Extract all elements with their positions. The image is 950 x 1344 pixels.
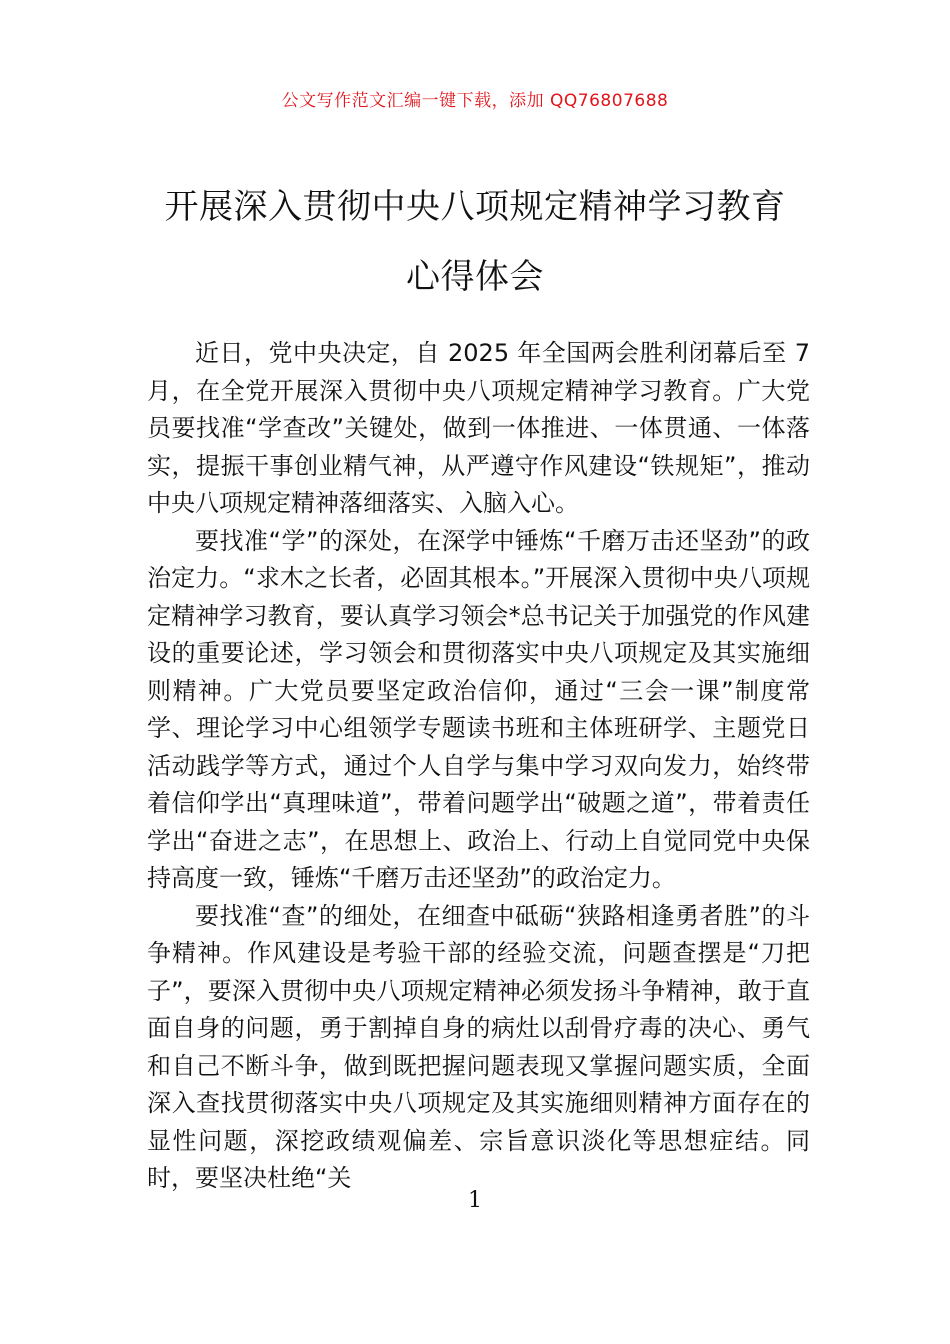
download-promo-note: 公文写作范文汇编一键下载，添加 QQ76807688 bbox=[281, 91, 669, 111]
title-line-2: 心得体会 bbox=[406, 257, 544, 297]
title-line-1: 开展深入贯彻中央八项规定精神学习教育 bbox=[164, 187, 786, 227]
paragraph-inspect: 要找准“查”的细处，在细查中砥砺“狭路相逢勇者胜”的斗争精神。作风建设是考验干部的经验交流，问题查摆是“刀把子”，要深入贯彻中央八项规定精神必须发扬斗争精神，敢于直面自身的问题，勇于割掉自身的病灶以刮骨疗毒的决心、勇气和自己不断斗争，做到既把握问题表现又掌握问题实质，全面深入查找贯彻落实中央八项规定及其实施细则精神方面存在的显性问题，深挖政绩观偏差、宗旨意识淡化等思想症结。同时，要坚决杜绝“关 bbox=[147, 901, 810, 1192]
paragraph-intro: 近日，党中央决定，自 2025 年全国两会胜利闭幕后至 7 月，在全党开展深入贯彻中央八项规定精神学习教育。广大党员要找准“学查改”关键处，做到一体推进、一体贯通、一体落实，提振干事创业精气神，从严遵守作风建设“铁规矩”，推动中央八项规定精神落细落实、入脑入心。 bbox=[147, 339, 810, 517]
paragraph-study: 要找准“学”的深处，在深学中锤炼“千磨万击还坚劲”的政治定力。“求木之长者，必固其根本。”开展深入贯彻中央八项规定精神学习教育，要认真学习领会*总书记关于加强党的作风建设的重要论述，学习领会和贯彻落实中央八项规定及其实施细则精神。广大党员要坚定政治信仰，通过“三会一课”制度常学、理论学习中心组领学专题读书班和主体班研学、主题党日活动践学等方式，通过个人自学与集中学习双向发力，始终带着信仰学出“真理味道”，带着问题学出“破题之道”，带着责任学出“奋进之志”，在思想上、政治上、行动上自觉同党中央保持高度一致，锤炼“千磨万击还坚劲”的政治定力。 bbox=[147, 526, 810, 892]
document-body bbox=[147, 335, 810, 1198]
page-number: 1 bbox=[468, 1188, 482, 1213]
document-title bbox=[100, 172, 850, 312]
